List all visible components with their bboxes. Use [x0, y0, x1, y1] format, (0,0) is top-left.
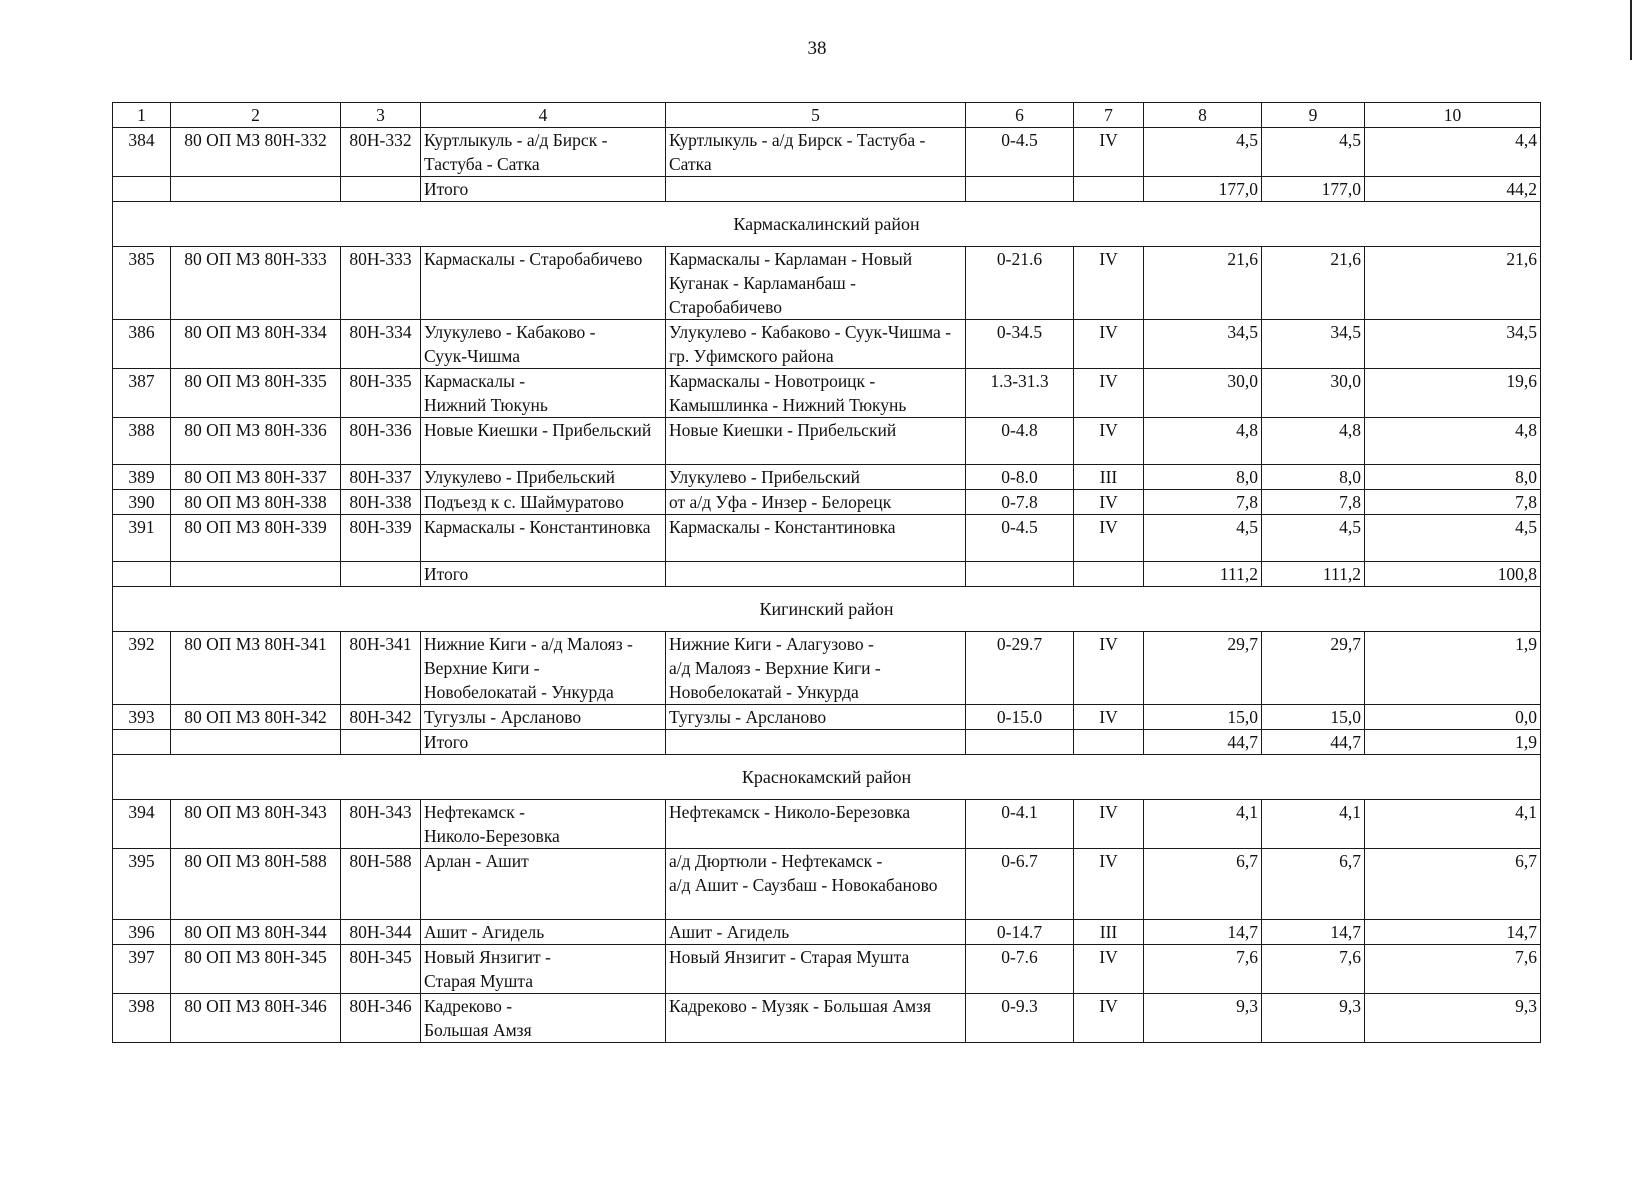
total-row [113, 562, 1541, 587]
road-code-cell: 80Н-588 [341, 849, 421, 920]
length-paved-cell: 0,0 [1365, 705, 1541, 730]
column-number: 5 [666, 103, 966, 128]
row-number-cell: 391 [113, 515, 171, 562]
length-paved-cell: 19,6 [1365, 369, 1541, 418]
length-cell: 8,0 [1144, 465, 1262, 490]
road-code-cell: 80Н-339 [341, 515, 421, 562]
km-range-cell: 0-6.7 [966, 849, 1074, 920]
road-code-cell: 80Н-335 [341, 369, 421, 418]
length-paved-cell: 14,7 [1365, 920, 1541, 945]
road-code-cell: 80Н-346 [341, 994, 421, 1043]
total-row [113, 730, 1541, 755]
road-code-cell: 80Н-333 [341, 247, 421, 320]
road-code-cell: 80Н-338 [341, 490, 421, 515]
road-id-cell [171, 730, 341, 755]
route-cell: Кармаскалы - Константиновка [666, 515, 966, 562]
column-number: 2 [171, 103, 341, 128]
column-number-row [113, 103, 1541, 128]
length-paved-cell: 4,4 [1365, 128, 1541, 177]
length-total-cell: 21,6 [1262, 247, 1365, 320]
column-number: 9 [1262, 103, 1365, 128]
road-name-cell: Кармаскалы - Константиновка [421, 515, 666, 562]
length-cell: 4,1 [1144, 800, 1262, 849]
row-number-cell: 386 [113, 320, 171, 369]
km-range-cell: 0-21.6 [966, 247, 1074, 320]
table-row [113, 920, 1541, 945]
road-name-cell: Подъезд к с. Шаймуратово [421, 490, 666, 515]
table-row [113, 800, 1541, 849]
km-range-cell: 0-29.7 [966, 632, 1074, 705]
road-name-cell: Ашит - Агидель [421, 920, 666, 945]
route-cell: Улукулево - Прибельский [666, 465, 966, 490]
road-name-cell: Новые Киешки - Прибельский [421, 418, 666, 465]
km-range-cell: 1.3-31.3 [966, 369, 1074, 418]
length-cell: 7,6 [1144, 945, 1262, 994]
length-total-cell: 29,7 [1262, 632, 1365, 705]
row-number-cell: 392 [113, 632, 171, 705]
length-cell: 111,2 [1144, 562, 1262, 587]
road-name-cell: Нижние Киги - а/д Малояз - Верхние Киги - Новобелокатай - Ункурда [421, 632, 666, 705]
road-id-cell: 80 ОП МЗ 80Н-335 [171, 369, 341, 418]
column-number: 1 [113, 103, 171, 128]
length-paved-cell: 1,9 [1365, 730, 1541, 755]
route-cell [666, 562, 966, 587]
length-total-cell: 4,5 [1262, 128, 1365, 177]
road-code-cell: 80Н-337 [341, 465, 421, 490]
route-cell: Нефтекамск - Николо-Березовка [666, 800, 966, 849]
category-cell: IV [1074, 128, 1144, 177]
table-row [113, 849, 1541, 920]
length-total-cell: 4,1 [1262, 800, 1365, 849]
length-paved-cell: 7,8 [1365, 490, 1541, 515]
table-row [113, 490, 1541, 515]
km-range-cell: 0-4.5 [966, 515, 1074, 562]
road-code-cell: 80Н-343 [341, 800, 421, 849]
road-id-cell: 80 ОП МЗ 80Н-344 [171, 920, 341, 945]
district-title: Краснокамский район [113, 755, 1541, 800]
category-cell: IV [1074, 369, 1144, 418]
length-cell: 4,5 [1144, 515, 1262, 562]
road-name-cell: Тугузлы - Арсланово [421, 705, 666, 730]
length-cell: 14,7 [1144, 920, 1262, 945]
row-number-cell: 393 [113, 705, 171, 730]
table-row [113, 369, 1541, 418]
road-id-cell: 80 ОП МЗ 80Н-337 [171, 465, 341, 490]
road-id-cell: 80 ОП МЗ 80Н-333 [171, 247, 341, 320]
road-name-cell: Новый Янзигит - Старая Мушта [421, 945, 666, 994]
km-range-cell: 0-15.0 [966, 705, 1074, 730]
category-cell: IV [1074, 515, 1144, 562]
length-cell: 4,5 [1144, 128, 1262, 177]
length-paved-cell: 21,6 [1365, 247, 1541, 320]
length-total-cell: 4,8 [1262, 418, 1365, 465]
route-cell: Кармаскалы - Новотроицк - Камышлинка - Нижний Тюкунь [666, 369, 966, 418]
length-paved-cell: 44,2 [1365, 177, 1541, 202]
road-code-cell: 80Н-344 [341, 920, 421, 945]
length-paved-cell: 4,1 [1365, 800, 1541, 849]
length-cell: 34,5 [1144, 320, 1262, 369]
row-number-cell: 385 [113, 247, 171, 320]
length-total-cell: 177,0 [1262, 177, 1365, 202]
column-number: 7 [1074, 103, 1144, 128]
table-row [113, 515, 1541, 562]
km-range-cell: 0-4.5 [966, 128, 1074, 177]
road-id-cell [171, 177, 341, 202]
km-range-cell [966, 730, 1074, 755]
km-range-cell: 0-34.5 [966, 320, 1074, 369]
road-code-cell [341, 177, 421, 202]
road-id-cell: 80 ОП МЗ 80Н-341 [171, 632, 341, 705]
road-id-cell: 80 ОП МЗ 80Н-336 [171, 418, 341, 465]
category-cell: IV [1074, 632, 1144, 705]
column-number: 10 [1365, 103, 1541, 128]
road-name-cell: Улукулево - Прибельский [421, 465, 666, 490]
km-range-cell: 0-4.8 [966, 418, 1074, 465]
road-id-cell: 80 ОП МЗ 80Н-343 [171, 800, 341, 849]
km-range-cell: 0-8.0 [966, 465, 1074, 490]
table-row [113, 128, 1541, 177]
district-title: Кигинский район [113, 587, 1541, 632]
road-id-cell [171, 562, 341, 587]
road-name-cell: Нефтекамск - Николо-Березовка [421, 800, 666, 849]
length-paved-cell: 7,6 [1365, 945, 1541, 994]
route-cell: Нижние Киги - Алагузово - а/д Малояз - Верхние Киги - Новобелокатай - Ункурда [666, 632, 966, 705]
length-total-cell: 7,6 [1262, 945, 1365, 994]
km-range-cell: 0-7.8 [966, 490, 1074, 515]
column-number: 6 [966, 103, 1074, 128]
road-name-cell: Улукулево - Кабаково - Суук-Чишма [421, 320, 666, 369]
length-paved-cell: 4,8 [1365, 418, 1541, 465]
table-row [113, 418, 1541, 465]
road-code-cell: 80Н-345 [341, 945, 421, 994]
table-row [113, 945, 1541, 994]
length-paved-cell: 1,9 [1365, 632, 1541, 705]
route-cell: Ашит - Агидель [666, 920, 966, 945]
category-cell [1074, 562, 1144, 587]
road-name-cell: Итого [421, 562, 666, 587]
scan-edge-mark [1630, 0, 1632, 60]
route-cell: Кармаскалы - Карламан - Новый Куганак - Карламанбаш - Старобабичево [666, 247, 966, 320]
route-cell: Улукулево - Кабаково - Суук-Чишма - гр. Уфимского района [666, 320, 966, 369]
route-cell: Новый Янзигит - Старая Мушта [666, 945, 966, 994]
road-code-cell [341, 562, 421, 587]
length-paved-cell: 8,0 [1365, 465, 1541, 490]
route-cell: а/д Дюртюли - Нефтекамск - а/д Ашит - Саузбаш - Новокабаново [666, 849, 966, 920]
road-name-cell: Итого [421, 730, 666, 755]
km-range-cell: 0-7.6 [966, 945, 1074, 994]
row-number-cell: 396 [113, 920, 171, 945]
category-cell: IV [1074, 800, 1144, 849]
road-id-cell: 80 ОП МЗ 80Н-342 [171, 705, 341, 730]
length-total-cell: 30,0 [1262, 369, 1365, 418]
length-total-cell: 4,5 [1262, 515, 1365, 562]
road-id-cell: 80 ОП МЗ 80Н-588 [171, 849, 341, 920]
row-number-cell: 388 [113, 418, 171, 465]
road-id-cell: 80 ОП МЗ 80Н-345 [171, 945, 341, 994]
district-header-row [113, 587, 1541, 632]
category-cell: IV [1074, 247, 1144, 320]
row-number-cell: 398 [113, 994, 171, 1043]
length-total-cell: 14,7 [1262, 920, 1365, 945]
road-name-cell: Куртлыкуль - а/д Бирск - Тастуба - Сатка [421, 128, 666, 177]
route-cell: Куртлыкуль - а/д Бирск - Тастуба - Сатка [666, 128, 966, 177]
table-row [113, 465, 1541, 490]
row-number-cell: 390 [113, 490, 171, 515]
row-number-cell: 389 [113, 465, 171, 490]
length-cell: 29,7 [1144, 632, 1262, 705]
category-cell: IV [1074, 418, 1144, 465]
length-cell: 30,0 [1144, 369, 1262, 418]
row-number-cell [113, 562, 171, 587]
road-code-cell [341, 730, 421, 755]
district-title: Кармаскалинский район [113, 202, 1541, 247]
total-row [113, 177, 1541, 202]
row-number-cell: 384 [113, 128, 171, 177]
road-id-cell: 80 ОП МЗ 80Н-346 [171, 994, 341, 1043]
route-cell: от а/д Уфа - Инзер - Белорецк [666, 490, 966, 515]
column-number: 4 [421, 103, 666, 128]
road-id-cell: 80 ОП МЗ 80Н-339 [171, 515, 341, 562]
row-number-cell: 395 [113, 849, 171, 920]
length-total-cell: 34,5 [1262, 320, 1365, 369]
length-total-cell: 44,7 [1262, 730, 1365, 755]
row-number-cell: 387 [113, 369, 171, 418]
length-cell: 7,8 [1144, 490, 1262, 515]
length-cell: 15,0 [1144, 705, 1262, 730]
roads-table [112, 102, 1541, 1043]
length-total-cell: 15,0 [1262, 705, 1365, 730]
km-range-cell [966, 562, 1074, 587]
length-paved-cell: 9,3 [1365, 994, 1541, 1043]
length-total-cell: 111,2 [1262, 562, 1365, 587]
roads-table-body [113, 103, 1541, 1043]
row-number-cell: 397 [113, 945, 171, 994]
category-cell: IV [1074, 945, 1144, 994]
road-id-cell: 80 ОП МЗ 80Н-338 [171, 490, 341, 515]
column-number: 8 [1144, 103, 1262, 128]
length-paved-cell: 34,5 [1365, 320, 1541, 369]
column-number: 3 [341, 103, 421, 128]
length-cell: 177,0 [1144, 177, 1262, 202]
category-cell [1074, 730, 1144, 755]
district-header-row [113, 202, 1541, 247]
length-cell: 44,7 [1144, 730, 1262, 755]
length-total-cell: 7,8 [1262, 490, 1365, 515]
length-paved-cell: 100,8 [1365, 562, 1541, 587]
length-total-cell: 9,3 [1262, 994, 1365, 1043]
row-number-cell [113, 730, 171, 755]
table-row [113, 247, 1541, 320]
length-paved-cell: 6,7 [1365, 849, 1541, 920]
km-range-cell: 0-14.7 [966, 920, 1074, 945]
route-cell [666, 730, 966, 755]
road-name-cell: Итого [421, 177, 666, 202]
road-id-cell: 80 ОП МЗ 80Н-332 [171, 128, 341, 177]
length-total-cell: 6,7 [1262, 849, 1365, 920]
category-cell: III [1074, 920, 1144, 945]
road-id-cell: 80 ОП МЗ 80Н-334 [171, 320, 341, 369]
route-cell [666, 177, 966, 202]
road-code-cell: 80Н-334 [341, 320, 421, 369]
length-cell: 4,8 [1144, 418, 1262, 465]
category-cell: IV [1074, 320, 1144, 369]
table-row [113, 994, 1541, 1043]
route-cell: Новые Киешки - Прибельский [666, 418, 966, 465]
km-range-cell [966, 177, 1074, 202]
table-row [113, 320, 1541, 369]
length-paved-cell: 4,5 [1365, 515, 1541, 562]
category-cell [1074, 177, 1144, 202]
road-code-cell: 80Н-332 [341, 128, 421, 177]
table-row [113, 705, 1541, 730]
route-cell: Кадреково - Музяк - Большая Амзя [666, 994, 966, 1043]
road-code-cell: 80Н-342 [341, 705, 421, 730]
road-code-cell: 80Н-336 [341, 418, 421, 465]
category-cell: IV [1074, 994, 1144, 1043]
page-number: 38 [807, 38, 827, 59]
length-total-cell: 8,0 [1262, 465, 1365, 490]
length-cell: 21,6 [1144, 247, 1262, 320]
road-name-cell: Арлан - Ашит [421, 849, 666, 920]
category-cell: IV [1074, 490, 1144, 515]
row-number-cell [113, 177, 171, 202]
category-cell: IV [1074, 849, 1144, 920]
category-cell: III [1074, 465, 1144, 490]
route-cell: Тугузлы - Арсланово [666, 705, 966, 730]
row-number-cell: 394 [113, 800, 171, 849]
category-cell: IV [1074, 705, 1144, 730]
length-cell: 6,7 [1144, 849, 1262, 920]
length-cell: 9,3 [1144, 994, 1262, 1043]
km-range-cell: 0-9.3 [966, 994, 1074, 1043]
road-name-cell: Кармаскалы - Старобабичево [421, 247, 666, 320]
km-range-cell: 0-4.1 [966, 800, 1074, 849]
district-header-row [113, 755, 1541, 800]
road-code-cell: 80Н-341 [341, 632, 421, 705]
road-name-cell: Кармаскалы - Нижний Тюкунь [421, 369, 666, 418]
road-name-cell: Кадреково - Большая Амзя [421, 994, 666, 1043]
table-row [113, 632, 1541, 705]
